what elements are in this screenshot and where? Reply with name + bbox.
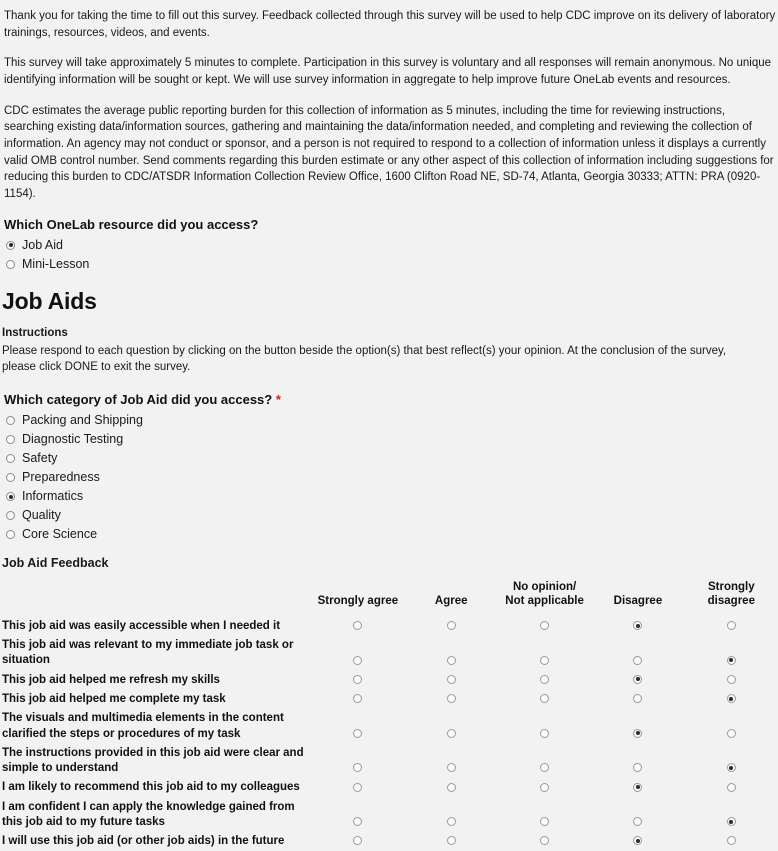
table-row <box>0 778 778 797</box>
matrix-row-label: I will use this job aid (or other job aids) in the future <box>2 835 285 848</box>
matrix-cell[interactable] <box>591 709 684 744</box>
matrix-cell[interactable] <box>311 671 404 690</box>
matrix-cell[interactable] <box>405 798 498 833</box>
matrix-cell[interactable] <box>311 636 404 671</box>
radio-icon[interactable] <box>727 836 736 845</box>
radio-icon[interactable] <box>540 621 549 630</box>
radio-icon[interactable] <box>633 783 642 792</box>
radio-icon[interactable] <box>6 435 15 444</box>
radio-icon[interactable] <box>727 729 736 738</box>
category-option-core-science[interactable] <box>0 527 778 542</box>
matrix-cell[interactable] <box>685 744 778 779</box>
matrix-cell[interactable] <box>685 832 778 851</box>
category-option-label: Core Science <box>22 527 98 542</box>
matrix-cell[interactable] <box>591 778 684 797</box>
radio-icon[interactable] <box>633 817 642 826</box>
radio-icon[interactable] <box>540 656 549 665</box>
radio-icon[interactable] <box>727 817 736 826</box>
matrix-row-label: This job aid helped me refresh my skills <box>2 673 220 686</box>
radio-icon[interactable] <box>540 817 549 826</box>
radio-icon[interactable] <box>353 675 362 684</box>
category-question-text: Which category of Job Aid did you access? <box>4 392 273 408</box>
resource-option-label: Mini-Lesson <box>22 256 90 271</box>
radio-icon[interactable] <box>447 783 456 792</box>
matrix-cell[interactable] <box>405 636 498 671</box>
radio-icon[interactable] <box>353 729 362 738</box>
resource-question-options <box>0 238 778 272</box>
category-question-label <box>4 392 778 407</box>
matrix-cell[interactable] <box>405 709 498 744</box>
radio-icon[interactable] <box>727 621 736 630</box>
radio-icon[interactable] <box>447 729 456 738</box>
matrix-cell[interactable] <box>591 798 684 833</box>
matrix-row-label: This job aid was relevant to my immediate job task or situation <box>2 639 294 667</box>
matrix-cell[interactable] <box>498 617 591 636</box>
category-option-preparedness[interactable] <box>0 470 778 485</box>
category-option-label: Safety <box>22 451 58 466</box>
radio-icon[interactable] <box>353 836 362 845</box>
radio-icon[interactable] <box>353 656 362 665</box>
instructions-heading: Instructions <box>2 326 68 339</box>
matrix-cell[interactable] <box>405 671 498 690</box>
radio-icon[interactable] <box>353 621 362 630</box>
matrix-cell[interactable] <box>405 744 498 779</box>
matrix-cell[interactable] <box>311 832 404 851</box>
radio-icon[interactable] <box>633 836 642 845</box>
matrix-row-label: The instructions provided in this job aid were clear and simple to understand <box>2 746 304 775</box>
matrix-cell[interactable] <box>685 798 778 833</box>
matrix-column-header-disagree: Disagree <box>613 595 663 608</box>
matrix-column-header-strongly-agree: Strongly agree <box>317 595 399 608</box>
page-title: Job Aids <box>2 287 97 314</box>
matrix-cell[interactable] <box>591 671 684 690</box>
radio-icon[interactable] <box>633 656 642 665</box>
matrix-cell[interactable] <box>685 671 778 690</box>
intro-paragraph-2: This survey will take approximately 5 minutes to complete. Participation in this survey is voluntary and all responses will remain anonymous. No unique identifying information will be sought or kept. We will use survey information in aggregate to help improve future OneLab events and resources. <box>4 57 772 87</box>
matrix-cell[interactable] <box>498 744 591 779</box>
category-option-label: Quality <box>22 508 61 523</box>
radio-icon[interactable] <box>6 492 15 501</box>
matrix-cell[interactable] <box>498 709 591 744</box>
feedback-heading: Job Aid Feedback <box>2 556 109 571</box>
category-option-label: Informatics <box>22 489 84 504</box>
matrix-row-label: The visuals and multimedia elements in the content clarified the steps or procedures of my task <box>2 712 284 740</box>
radio-icon[interactable] <box>353 783 362 792</box>
category-option-safety[interactable] <box>0 451 778 466</box>
radio-icon[interactable] <box>447 817 456 826</box>
category-option-informatics[interactable] <box>0 489 778 504</box>
radio-icon[interactable] <box>727 763 736 772</box>
matrix-cell[interactable] <box>685 778 778 797</box>
radio-icon[interactable] <box>727 694 736 703</box>
matrix-row-label: I am confident I can apply the knowledge gained from this job aid to my future tasks <box>2 800 295 828</box>
table-row <box>0 709 778 744</box>
matrix-cell[interactable] <box>591 690 684 709</box>
radio-icon[interactable] <box>6 454 15 463</box>
resource-option-job-aid[interactable] <box>0 238 778 253</box>
radio-icon[interactable] <box>540 783 549 792</box>
radio-icon[interactable] <box>727 783 736 792</box>
matrix-cell[interactable] <box>685 617 778 636</box>
table-row <box>0 744 778 779</box>
intro-paragraph-1: Thank you for taking the time to fill out this survey. Feedback collected through this survey will be used to help CDC improve on its delivery of laboratory trainings, resources, videos, and events. <box>4 10 776 39</box>
radio-icon[interactable] <box>6 416 15 425</box>
category-option-packing-and-shipping[interactable] <box>0 413 778 428</box>
radio-icon[interactable] <box>353 763 362 772</box>
matrix-cell[interactable] <box>405 617 498 636</box>
matrix-cell[interactable] <box>311 617 404 636</box>
required-marker: * <box>275 392 281 408</box>
resource-question-label: Which OneLab resource did you access? <box>4 216 259 232</box>
category-option-label: Preparedness <box>22 470 100 485</box>
matrix-cell[interactable] <box>591 744 684 779</box>
matrix-cell[interactable] <box>591 636 684 671</box>
matrix-cell[interactable] <box>685 690 778 709</box>
radio-icon[interactable] <box>540 729 549 738</box>
radio-icon[interactable] <box>540 763 549 772</box>
matrix-cell[interactable] <box>498 636 591 671</box>
radio-icon[interactable] <box>540 836 549 845</box>
matrix-cell[interactable] <box>498 832 591 851</box>
matrix-header-row <box>0 580 778 617</box>
intro-paragraph-3: CDC estimates the average public reporting burden for this collection of information as 5 minutes, including the time for reviewing instructions, searching existing data/information sources, gathering and maintaining the data/information needed, and completing and reviewing the collection of information. An agency may not conduct or sponsor, and a person is not required to respond to a collection of information unless it displays a currently valid OMB control number. Send comments regarding this burden estimate or any other aspect of this collection of information including suggestions for reducing this burden to CDC/ATSDR Information Collection Review Office, 1600 Clifton Road NE, SD-74, Atlanta, Georgia 30333; ATTN: PRA (0920-1154). <box>4 104 774 201</box>
radio-icon[interactable] <box>6 241 15 250</box>
matrix-cell[interactable] <box>405 778 498 797</box>
table-row <box>0 832 778 851</box>
matrix-corner <box>0 580 311 617</box>
radio-icon[interactable] <box>6 511 15 520</box>
matrix-cell[interactable] <box>685 709 778 744</box>
matrix-column-header-strongly-disagree: Strongly disagree <box>707 581 755 608</box>
matrix-cell[interactable] <box>311 778 404 797</box>
matrix-cell[interactable] <box>591 617 684 636</box>
category-option-label: Diagnostic Testing <box>22 432 124 447</box>
matrix-cell[interactable] <box>591 832 684 851</box>
table-row <box>0 798 778 833</box>
radio-icon[interactable] <box>353 817 362 826</box>
radio-icon[interactable] <box>447 836 456 845</box>
matrix-cell[interactable] <box>498 690 591 709</box>
matrix-column-header-no-opinion: No opinion/ Not applicable <box>505 581 584 608</box>
radio-icon[interactable] <box>633 621 642 630</box>
matrix-cell[interactable] <box>311 744 404 779</box>
matrix-cell[interactable] <box>405 690 498 709</box>
matrix-body <box>0 617 778 851</box>
matrix-row-label: This job aid helped me complete my task <box>2 692 226 705</box>
matrix-cell[interactable] <box>311 798 404 833</box>
radio-icon[interactable] <box>6 473 15 482</box>
matrix-cell[interactable] <box>685 636 778 671</box>
radio-icon[interactable] <box>6 530 15 539</box>
radio-icon[interactable] <box>540 694 549 703</box>
feedback-matrix <box>0 580 778 851</box>
radio-icon[interactable] <box>727 675 736 684</box>
category-option-label: Packing and Shipping <box>22 413 143 428</box>
matrix-column-header-agree: Agree <box>434 595 468 608</box>
radio-icon[interactable] <box>540 675 549 684</box>
resource-option-mini-lesson[interactable] <box>0 257 778 272</box>
matrix-cell[interactable] <box>498 778 591 797</box>
matrix-row-label: This job aid was easily accessible when I needed it <box>2 619 281 632</box>
table-row <box>0 617 778 636</box>
radio-icon[interactable] <box>447 621 456 630</box>
radio-icon[interactable] <box>633 675 642 684</box>
table-row <box>0 671 778 690</box>
resource-option-label: Job Aid <box>22 237 64 252</box>
category-option-quality[interactable] <box>0 508 778 523</box>
radio-icon[interactable] <box>633 729 642 738</box>
radio-icon[interactable] <box>6 260 15 269</box>
matrix-row-label: I am likely to recommend this job aid to my colleagues <box>2 781 300 794</box>
matrix-cell[interactable] <box>311 690 404 709</box>
category-question-options <box>0 413 778 542</box>
radio-icon[interactable] <box>447 656 456 665</box>
instructions-text: Please respond to each question by clicking on the button beside the option(s) that best reflect(s) your opinion. At the conclusion of the survey, please click DONE to exit the survey. <box>2 344 727 374</box>
radio-icon[interactable] <box>633 763 642 772</box>
radio-icon[interactable] <box>727 656 736 665</box>
radio-icon[interactable] <box>633 694 642 703</box>
matrix-cell[interactable] <box>498 798 591 833</box>
category-option-diagnostic-testing[interactable] <box>0 432 778 447</box>
radio-icon[interactable] <box>447 675 456 684</box>
radio-icon[interactable] <box>447 694 456 703</box>
radio-icon[interactable] <box>353 694 362 703</box>
matrix-cell[interactable] <box>405 832 498 851</box>
table-row <box>0 690 778 709</box>
matrix-cell[interactable] <box>311 709 404 744</box>
radio-icon[interactable] <box>447 763 456 772</box>
matrix-cell[interactable] <box>498 671 591 690</box>
table-row <box>0 636 778 671</box>
intro-section <box>0 0 778 203</box>
